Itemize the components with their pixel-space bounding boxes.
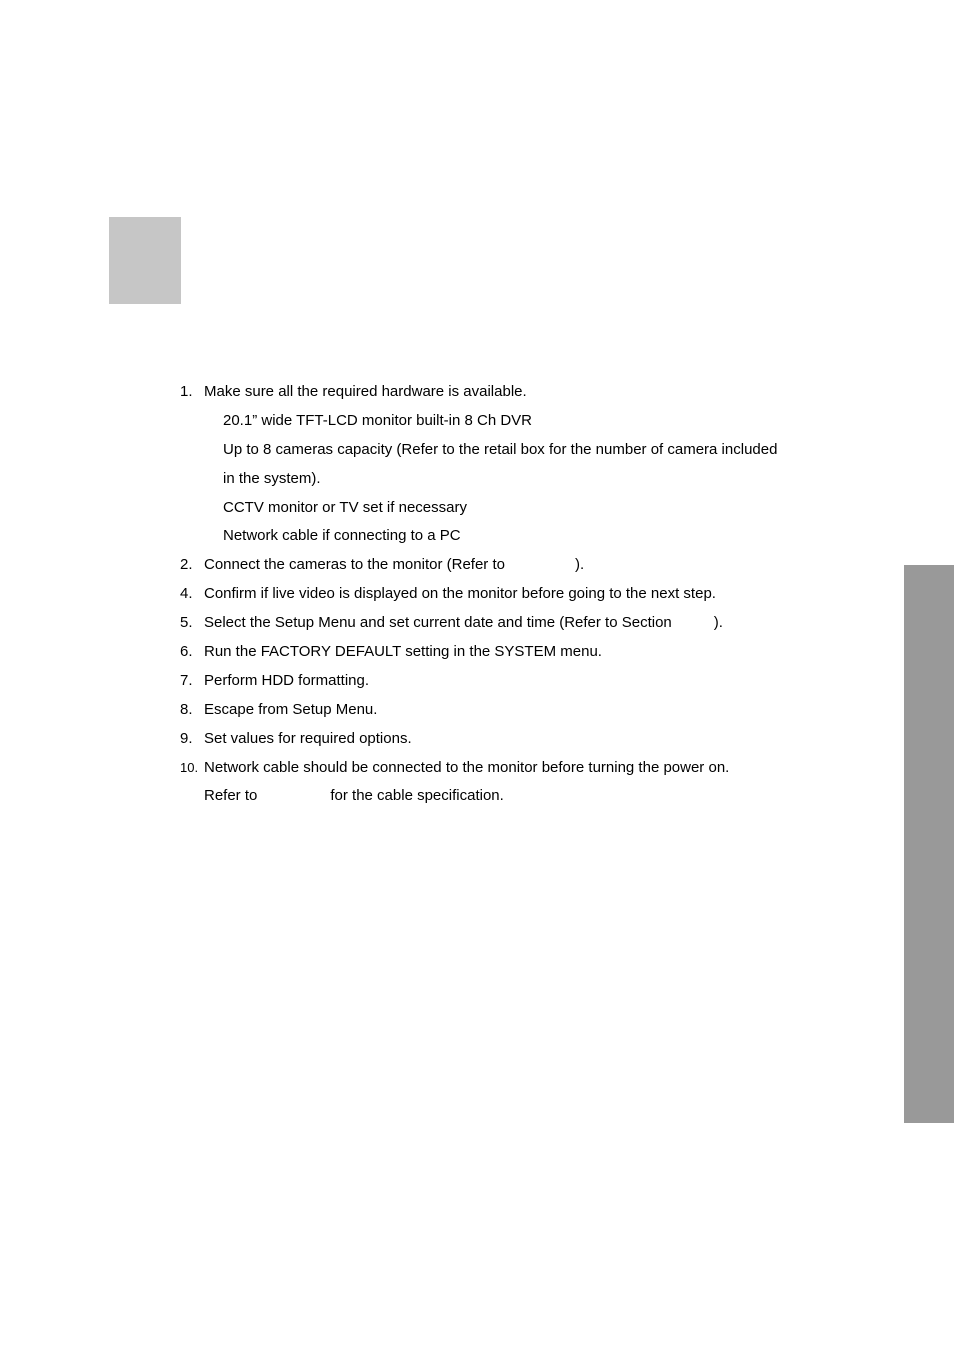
step-text: Make sure all the required hardware is available. — [204, 383, 527, 400]
step-number: 7. — [180, 671, 193, 689]
step-text: Set values for required options. — [204, 729, 412, 747]
step-text-part: ). — [713, 614, 723, 632]
step-number: 4. — [180, 585, 193, 603]
step-text: Network cable should be connected to the monitor before turning the power on. — [204, 758, 730, 776]
step-text-part: Select the Setup Menu and set current date and time (Refer to Section — [204, 614, 672, 632]
side-section-tab — [904, 565, 954, 1123]
step-text: Perform HDD formatting. — [204, 671, 370, 689]
list-item-step-4 — [180, 580, 840, 609]
chapter-number-box — [109, 217, 181, 304]
setup-steps-list — [180, 378, 840, 811]
list-item-step-10-continuation — [180, 782, 840, 811]
step-number: 2. — [180, 556, 193, 574]
list-item-step-6 — [180, 638, 840, 667]
sub-item-text: 20.1” wide TFT-LCD monitor built-in 8 Ch DVR — [223, 411, 532, 429]
step-text: Confirm if live video is displayed on the monitor before going to the next step. — [204, 585, 716, 603]
step-number: 1. — [180, 383, 193, 400]
step-text — [204, 782, 504, 811]
list-item-step-7 — [180, 667, 840, 696]
list-item-step-2 — [180, 551, 840, 580]
step-text — [204, 551, 584, 580]
step-text-part: Connect the cameras to the monitor (Refer to — [204, 556, 505, 574]
step-number: 5. — [180, 614, 193, 632]
list-item-step-8 — [180, 696, 840, 725]
step-text-part: Refer to — [204, 787, 258, 805]
step-text: Run the FACTORY DEFAULT setting in the SYSTEM menu. — [204, 643, 602, 661]
sub-item — [180, 436, 840, 465]
step-text-part: ). — [574, 556, 585, 574]
step-number: 10. — [180, 759, 199, 775]
sub-item — [180, 522, 840, 551]
step-number: 8. — [180, 700, 193, 718]
step-text: Escape from Setup Menu. — [204, 700, 378, 718]
list-item-step-9 — [180, 725, 840, 754]
step-number: 6. — [180, 643, 193, 661]
sub-item-text: in the system). — [223, 469, 321, 487]
list-item-step-10 — [180, 754, 840, 783]
step-text — [204, 609, 723, 638]
sub-item-text: Network cable if connecting to a PC — [223, 527, 461, 545]
sub-item — [180, 494, 840, 523]
step-number: 9. — [180, 729, 193, 747]
step-text-part: for the cable specification. — [330, 787, 504, 805]
sub-item-text: Up to 8 cameras capacity (Refer to the retail box for the number of camera included — [223, 440, 778, 458]
list-item-step-1 — [180, 378, 840, 407]
sub-item-text: CCTV monitor or TV set if necessary — [223, 498, 467, 516]
list-item-step-5 — [180, 609, 840, 638]
sub-item-continuation — [180, 465, 840, 494]
sub-item — [180, 407, 840, 436]
